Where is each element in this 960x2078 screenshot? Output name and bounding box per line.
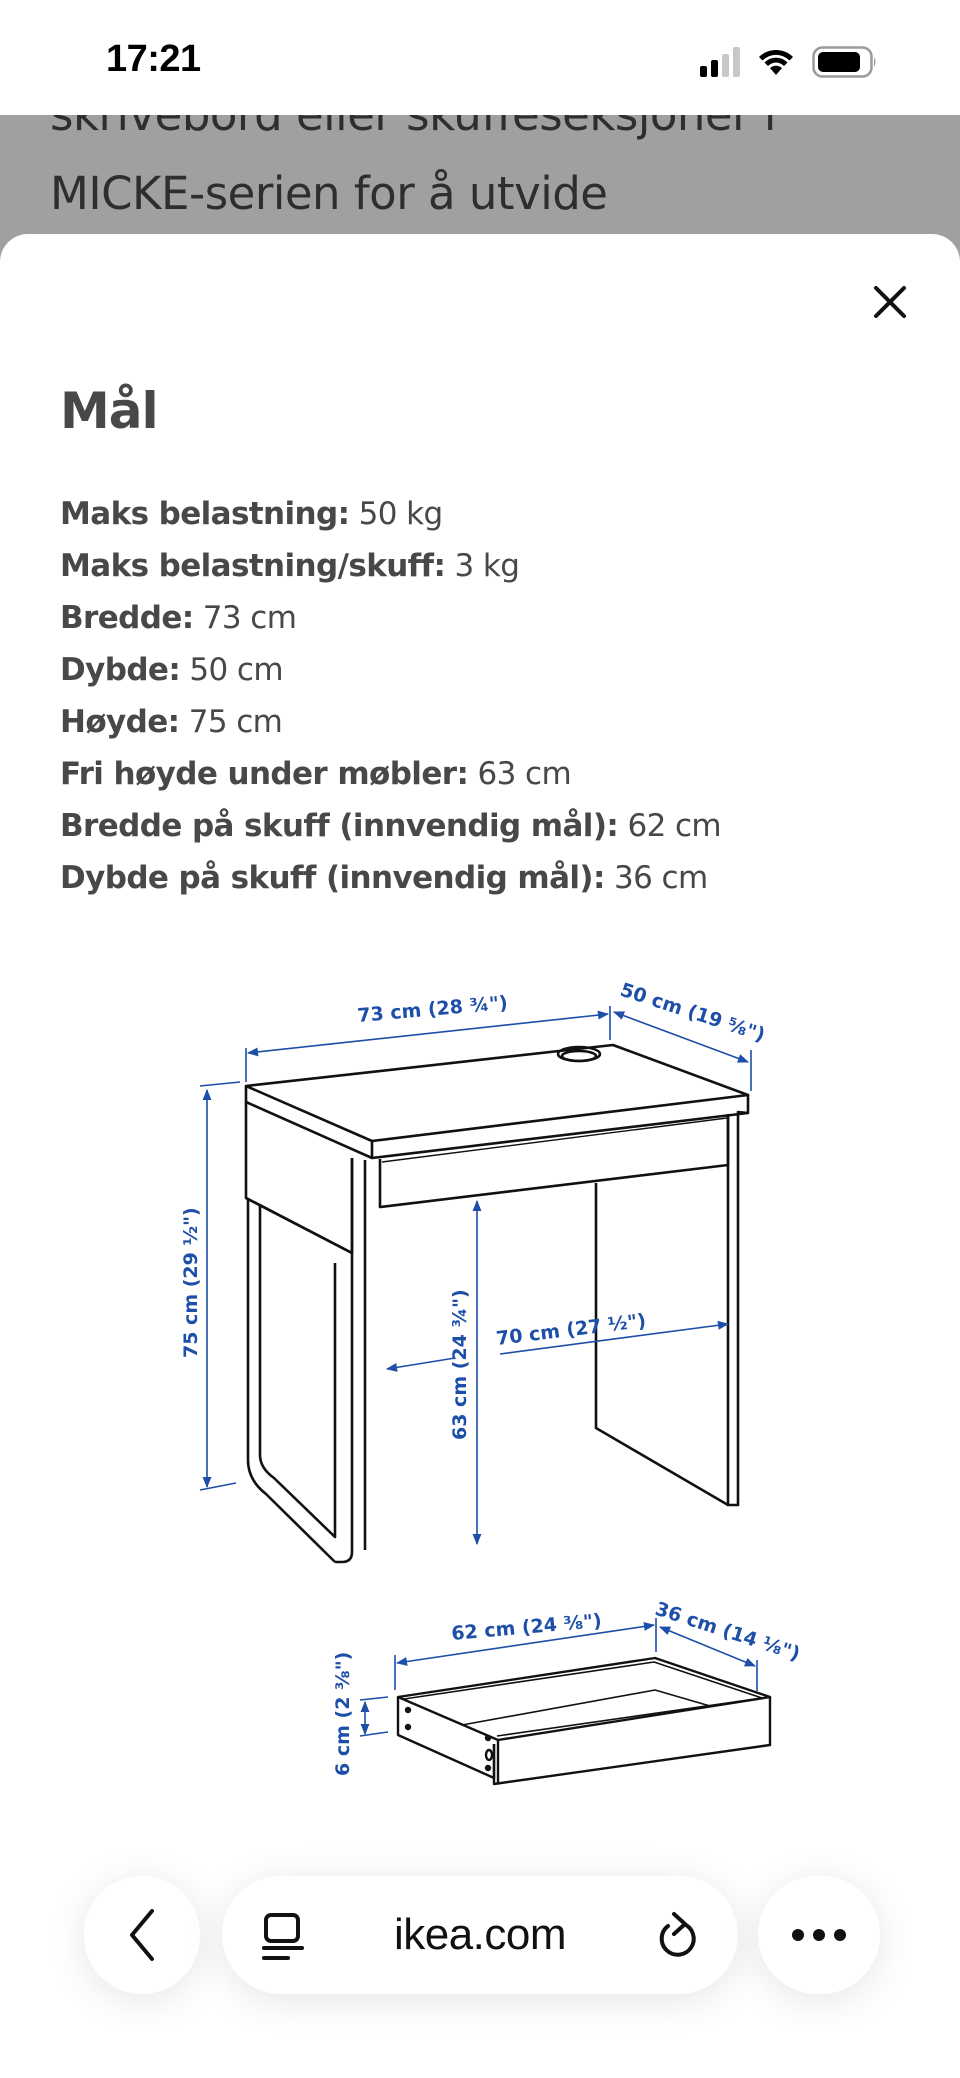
signal-icon	[700, 47, 740, 77]
more-icon	[791, 1928, 847, 1942]
spec-item: Maks belastning/skuff: 3 kg	[60, 548, 520, 584]
drawer-width-label: 62 cm (24 ⅜")	[450, 1609, 603, 1645]
spec-item: Bredde: 73 cm	[60, 600, 297, 636]
browser-toolbar	[0, 1858, 960, 2078]
status-time: 17:21	[106, 38, 201, 80]
battery-icon	[812, 46, 878, 78]
dimensions-sheet	[0, 234, 960, 2078]
drawer-drawing	[398, 1658, 770, 1784]
drawer-depth-label: 36 cm (14 ⅛")	[652, 1597, 803, 1666]
chevron-left-icon	[124, 1907, 160, 1963]
desk-width-label: 73 cm (28 ¾")	[356, 991, 509, 1027]
desk-height-label: 75 cm (29 ½")	[180, 1207, 202, 1358]
reload-icon[interactable]	[654, 1910, 700, 1964]
spec-item: Høyde: 75 cm	[60, 704, 283, 740]
spec-list	[60, 488, 721, 904]
status-bar	[0, 0, 960, 115]
spec-item: Maks belastning: 50 kg	[60, 496, 443, 532]
spec-item: Bredde på skuff (innvendig mål): 62 cm	[60, 808, 721, 844]
spec-item: Fri høyde under møbler: 63 cm	[60, 756, 572, 792]
desk-clearance-label: 63 cm (24 ¾")	[449, 1289, 471, 1440]
desk-drawing	[246, 1045, 748, 1562]
url-text[interactable]: ikea.com	[393, 1910, 567, 1959]
wifi-icon	[758, 48, 794, 76]
tabs-icon[interactable]	[260, 1912, 306, 1962]
close-icon	[868, 280, 912, 324]
sheet-title: Mål	[60, 382, 158, 440]
backdrop-text-line2: MICKE-serien for å utvide	[50, 167, 608, 220]
desk-depth-label: 50 cm (19 ⅝")	[617, 978, 768, 1047]
back-button[interactable]	[84, 1876, 200, 1994]
spec-item: Dybde på skuff (innvendig mål): 36 cm	[60, 860, 708, 896]
address-bar[interactable]	[222, 1876, 738, 1994]
desk-dimensions-illustration	[150, 964, 910, 1864]
more-button[interactable]	[758, 1876, 880, 1994]
status-icons	[700, 46, 878, 78]
drawer-height-label: 6 cm (2 ⅜")	[332, 1651, 354, 1776]
close-button[interactable]	[868, 280, 912, 324]
spec-item: Dybde: 50 cm	[60, 652, 283, 688]
desk-inner-width-label: 70 cm (27 ½")	[494, 1309, 648, 1350]
